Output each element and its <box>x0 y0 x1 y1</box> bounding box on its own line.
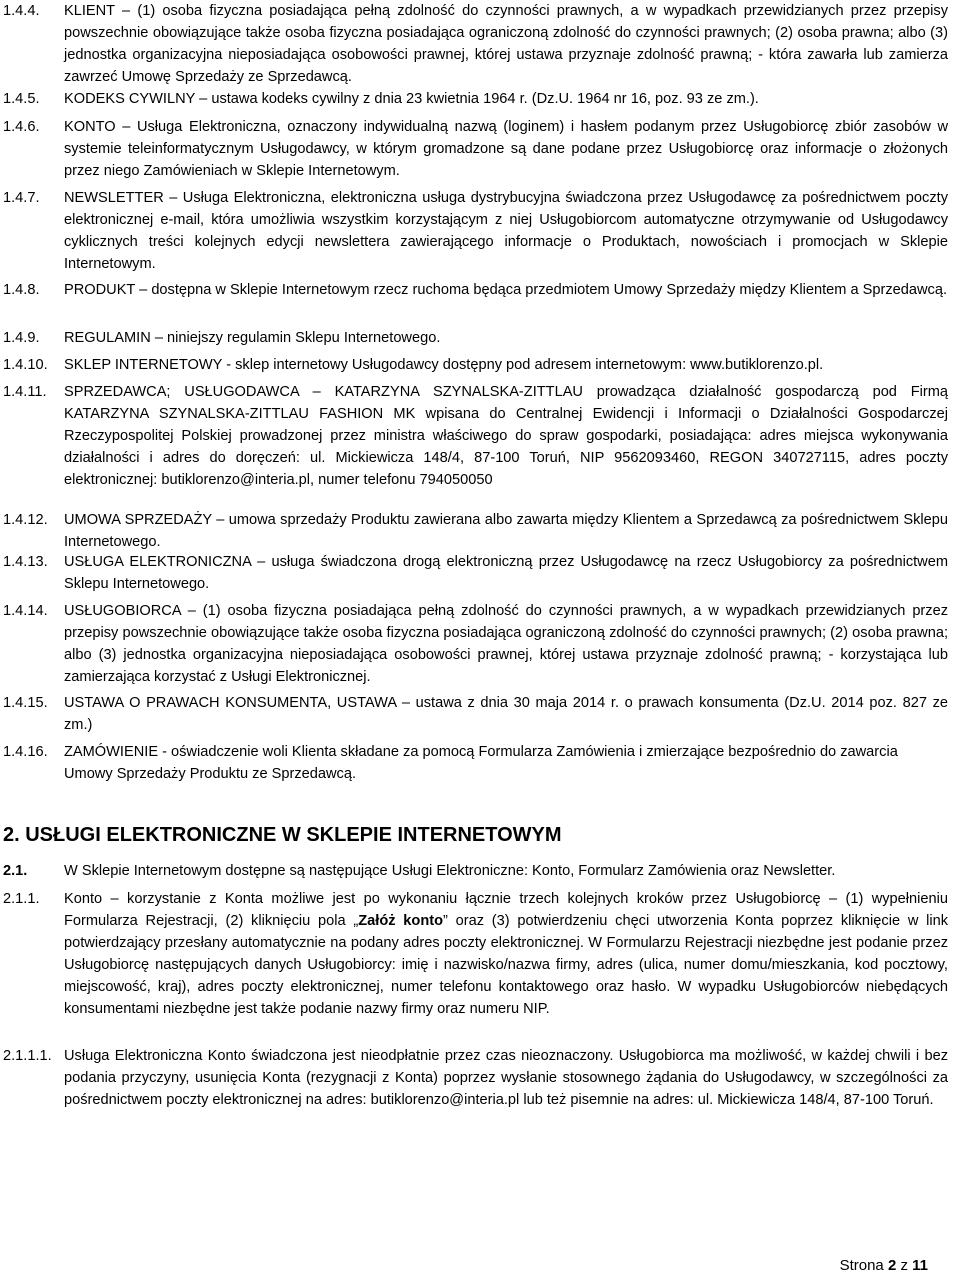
clause-text: REGULAMIN – niniejszy regulamin Sklepu Internetowego. <box>64 330 441 346</box>
create-account-label: Załóż konto <box>358 913 444 929</box>
clause-number: 1.4.10. <box>3 357 48 373</box>
definition-sprzedawca <box>0 381 960 491</box>
clause-2-1-1 <box>0 888 960 1020</box>
clause-text-end: ” oraz (3) potwierdzeniu chęci utworzenia Konta poprzez kliknięcie w link potwierdzający przesłany automatycznie na podany adres poczty elektronicznej. W Formularzu Rejestracji niezbędne jest podanie przez Usługobiorcę następujących danych Usługobiorcy: imię i nazwisko/nazwa firmy, adres (ulica, numer domu/mieszkania, kod pocztowy, miejscowość, kraj), adres poczty elektronicznej, numer telefonu kontaktowego oraz hasło. W wypadku Usługobiorców niebędących konsumentami niezbędne jest także podanie nazwy firmy oraz numeru NIP. <box>64 913 949 1017</box>
clause-text: KODEKS CYWILNY – ustawa kodeks cywilny z dnia 23 kwietnia 1964 r. (Dz.U. 1964 nr 16, poz. 93 ze zm.). <box>64 91 759 107</box>
definition-sklep-internetowy <box>0 354 960 376</box>
clause-number: 1.4.5. <box>3 91 40 107</box>
section-heading: 2. USŁUGI ELEKTRONICZNE W SKLEPIE INTERNETOWYM <box>3 824 562 846</box>
clause-number: 1.4.4. <box>3 3 40 19</box>
page-label: Strona <box>839 1257 884 1274</box>
clause-text: USTAWA O PRAWACH KONSUMENTA, USTAWA – ustawa z dnia 30 maja 2014 r. o prawach konsumenta (Dz.U. 2014 poz. 827 ze zm.) <box>64 695 948 733</box>
clause-number: 1.4.15. <box>3 695 48 711</box>
definition-umowa-sprzedazy <box>0 509 960 553</box>
clause-number: 1.4.14. <box>3 603 48 619</box>
clause-text: KLIENT – (1) osoba fizyczna posiadająca pełną zdolność do czynności prawnych, a w wypadkach przewidzianych przez przepisy powszechnie obowiązujące także osoba fizyczna posiadająca ograniczoną zdolność do czynności prawnych; (2) osoba prawna; albo (3) jednostka organizacyjna nieposiadająca osobowości prawnej, której ustawa przyznaje zdolność prawną; - która zawarła lub zamierza zawrzeć Umowę Sprzedaży ze Sprzedawcą. <box>64 3 948 85</box>
clause-number: 1.4.11. <box>3 384 47 400</box>
clause-text: USŁUGA ELEKTRONICZNA – usługa świadczona drogą elektroniczną przez Usługodawcę na rzecz Usługobiorcy za pośrednictwem Sklepu Internetowego. <box>64 554 948 592</box>
clause-number: 1.4.12. <box>3 512 48 528</box>
clause-number: 2.1.1. <box>3 891 40 907</box>
clause-text <box>64 888 948 1020</box>
clause-text-start: Konto – korzystanie z Konta możliwe jest po wykonaniu łącznie trzech kolejnych kroków przez Usługobiorcę – (1) wypełnieniu Formularza Rejestracji, (2) kliknięciu pola „ <box>64 891 948 929</box>
clause-number: 1.4.6. <box>3 119 40 135</box>
clause-number: 1.4.9. <box>3 330 40 346</box>
definition-ustawa-o-prawach-konsumenta <box>0 692 960 736</box>
clause-text: W Sklepie Internetowym dostępne są następujące Usługi Elektroniczne: Konto, Formularz Zamówienia oraz Newsletter. <box>64 863 836 879</box>
clause-text: PRODUKT – dostępna w Sklepie Internetowym rzecz ruchoma będąca przedmiotem Umowy Sprzedaży między Klientem a Sprzedawcą. <box>64 282 948 298</box>
definition-klient <box>0 0 960 88</box>
clause-number: 1.4.7. <box>3 190 40 206</box>
clause-2-1 <box>0 860 960 882</box>
definition-regulamin <box>0 327 960 349</box>
clause-number: 2.1. <box>3 863 28 879</box>
clause-number: 1.4.8. <box>3 282 40 298</box>
definition-uslugobiorca <box>0 600 960 688</box>
clause-text: Usługa Elektroniczna Konto świadczona jest nieodpłatnie przez czas nieoznaczony. Usługobiorca ma możliwość, w każdej chwili i bez podania przyczyny, usunięcia Konta (rezygnacji z Konta) poprzez wysłanie stosownego żądania do Usługodawcy, w szczególności za pośrednictwem poczty elektronicznej na adres: butiklorenzo@interia.pl lub też pisemnie na adres: ul. Mickiewicza 148/4, 87-100 Toruń. <box>64 1048 948 1108</box>
clause-text: NEWSLETTER – Usługa Elektroniczna, elektroniczna usługa dystrybucyjna świadczona przez Usługodawcę za pośrednictwem poczty elektronicznej e-mail, która umożliwia wszystkim korzystającym z niej Usługobiorcom automatyczne otrzymywanie od Usługodawcy cyklicznych treści kolejnych edycji newslettera zawierającego informacje o Produktach, nowościach i promocjach w Sklepie Internetowym. <box>64 190 948 272</box>
definition-kodeks-cywilny <box>0 88 960 110</box>
clause-number: 2.1.1.1. <box>3 1048 52 1064</box>
clause-text: KONTO – Usługa Elektroniczna, oznaczony indywidualną nazwą (loginem) i hasłem podanym przez Usługobiorcę zbiór zasobów w systemie teleinformatycznym Usługodawcy, w którym gromadzone są dane podane przez Usługobiorcę oraz informacje o złożonych przez niego Zamówieniach w Sklepie Internetowym. <box>64 119 948 179</box>
clause-text: UMOWA SPRZEDAŻY – umowa sprzedaży Produktu zawierana albo zawarta między Klientem a Sprzedawcą za pośrednictwem Sklepu Internetowego. <box>64 512 948 550</box>
page-separator: z <box>900 1257 908 1274</box>
definition-zamowienie <box>0 741 960 785</box>
page-total: 11 <box>912 1257 928 1274</box>
page-footer <box>840 1257 928 1275</box>
clause-text: USŁUGOBIORCA – (1) osoba fizyczna posiadająca pełną zdolność do czynności prawnych, a w wypadkach przewidzianych przez przepisy powszechnie obowiązujące także osoba fizyczna posiadająca ograniczoną zdolność do czynności prawnych; (2) osoba prawna; albo (3) jednostka organizacyjna nieposiadająca osobowości prawnej, której ustawa przyznaje zdolność prawną; - korzystająca lub zamierzająca korzystać z Usługi Elektronicznej. <box>64 603 948 685</box>
clause-number: 1.4.16. <box>3 744 48 760</box>
clause-text: SKLEP INTERNETOWY - sklep internetowy Usługodawcy dostępny pod adresem internetowym: www.butiklorenzo.pl. <box>64 357 824 373</box>
clause-text: SPRZEDAWCA; USŁUGODAWCA – KATARZYNA SZYNALSKA-ZITTLAU prowadząca działalność gospodarczą pod Firmą KATARZYNA SZYNALSKA-ZITTLAU FASHION MK wpisana do Centralnej Ewidencji i Informacji o Działalności Gospodarczej Rzeczypospolitej Polskiej prowadzonej przez ministra właściwego do spraw gospodarki, posiadająca: adres miejsca wykonywania działalności i adres do doręczeń: ul. Mickiewicza 148/4, 87-100 Toruń, NIP 9562093460, REGON 340727115, adres poczty elektronicznej: butiklorenzo@interia.pl, numer telefonu 794050050 <box>64 384 948 488</box>
clause-number: 1.4.13. <box>3 554 48 570</box>
definition-konto <box>0 116 960 182</box>
clause-2-1-1-1 <box>0 1045 960 1111</box>
definition-produkt <box>0 279 960 301</box>
clause-text: ZAMÓWIENIE - oświadczenie woli Klienta składane za pomocą Formularza Zamówienia i zmierzające bezpośrednio do zawarcia Umowy Sprzedaży Produktu ze Sprzedawcą. <box>64 744 898 782</box>
definition-newsletter <box>0 187 960 275</box>
definition-usluga-elektroniczna <box>0 551 960 595</box>
page-number: 2 <box>887 1257 897 1274</box>
